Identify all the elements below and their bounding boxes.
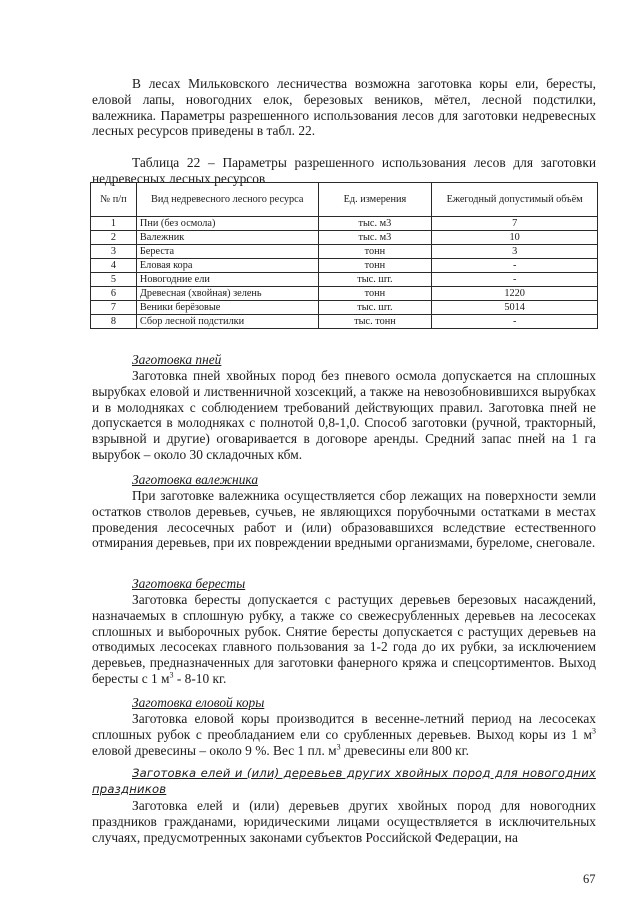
table-row — [91, 231, 598, 245]
page-number: 67 — [583, 872, 596, 886]
table-row — [91, 301, 598, 315]
cell-volume: - — [432, 315, 598, 329]
paragraph-sprucebark — [92, 711, 596, 758]
cell-volume: - — [432, 259, 598, 273]
birchbark-text: Заготовка бересты допускается с растущих деревьев березовых насаждений, назначаемых в сплошную рубку, а также со свежесрубленных деревьев на лесосеках сплошных и выборочных рубок. Снятие бересты допускается с растущих деревьев на отводимых лесосеках главного пользования за 1-2 года до их рубки, за исключением деревьев, предназначенных для заготовки фанерного кряжа и спецсортиментов. Выход бересты с 1 м — [92, 592, 596, 686]
cell-num: 8 — [91, 315, 137, 329]
cell-unit: тыс. тонн — [318, 315, 432, 329]
cell-unit: тыс. м3 — [318, 217, 432, 231]
paragraph-stumps: Заготовка пней хвойных пород без пневого осмола допускается на сплошных вырубках еловой и лиственничной хозсекций, а также на невозобновившихся вырубках и в молодняках с соблюдением требований действующих правил. Заготовка пней не допускается в молодняках с полнотой 0,8-1,0. Способ заготовки (ручной, тракторный, взрывной и другие) оговаривается в договоре аренды. Средний запас пней на 1 га вырубок – около 30 складочных кбм. — [92, 368, 596, 462]
table-header-row — [91, 183, 598, 217]
table-row — [91, 315, 598, 329]
heading-stumps: Заготовка пней — [132, 352, 222, 367]
intro-paragraph: В лесах Мильковского лесничества возможна заготовка коры ели, бересты, еловой лапы, новогодних елок, березовых веников, мётел, лесной подстилки, валежника. Параметры разрешенного использования лесов для заготовки недревесных лесных ресурсов приведены в табл. 22. — [92, 76, 596, 139]
sprucebark-sup-b: 3 — [336, 742, 341, 752]
cell-unit: тыс. м3 — [318, 231, 432, 245]
cell-num: 1 — [91, 217, 137, 231]
cell-num: 4 — [91, 259, 137, 273]
cell-unit: тыс. шт. — [318, 301, 432, 315]
sprucebark-text-a: Заготовка еловой коры производится в весенне-летний период на лесосеках сплошных рубок с преобладанием ели со срубленных деревьев. Выход коры из 1 м — [92, 711, 596, 742]
cell-unit: тонн — [318, 245, 432, 259]
cell-volume: 10 — [432, 231, 598, 245]
cell-num: 2 — [91, 231, 137, 245]
header-unit: Ед. измерения — [318, 183, 432, 217]
cell-resource: Пни (без осмола) — [136, 217, 318, 231]
cell-resource: Валежник — [136, 231, 318, 245]
table-row — [91, 259, 598, 273]
cell-num: 5 — [91, 273, 137, 287]
cell-volume: 5014 — [432, 301, 598, 315]
table-row — [91, 273, 598, 287]
heading-sprucebark: Заготовка еловой коры — [132, 695, 265, 710]
cell-unit: тонн — [318, 259, 432, 273]
cell-resource: Береста — [136, 245, 318, 259]
paragraph-newyear: Заготовка елей и (или) деревьев других хвойных пород для новогодних праздников гражданами, юридическими лицами осуществляется в исключительных случаях, предусмотренных законами субъектов Российской Федерации, на — [92, 798, 596, 845]
cell-unit: тонн — [318, 287, 432, 301]
cell-volume: - — [432, 273, 598, 287]
table-row — [91, 217, 598, 231]
heading-newyear: Заготовка елей и (или) деревьев других хвойных пород для новогодних праздников — [92, 766, 596, 796]
resources-table — [90, 182, 598, 329]
sprucebark-text-c: древесины ели 800 кг. — [340, 742, 469, 758]
table-row — [91, 245, 598, 259]
table-row — [91, 287, 598, 301]
birchbark-text-end: - 8-10 кг. — [173, 670, 227, 686]
cell-volume: 7 — [432, 217, 598, 231]
birchbark-sup: 3 — [169, 670, 174, 680]
cell-unit: тыс. шт. — [318, 273, 432, 287]
cell-num: 3 — [91, 245, 137, 259]
sprucebark-sup-a: 3 — [592, 726, 596, 736]
header-resource: Вид недревесного лесного ресурса — [136, 183, 318, 217]
cell-num: 6 — [91, 287, 137, 301]
cell-num: 7 — [91, 301, 137, 315]
cell-volume: 3 — [432, 245, 598, 259]
cell-resource: Новогодние ели — [136, 273, 318, 287]
header-volume: Ежегодный допустимый объём — [432, 183, 598, 217]
heading-deadwood: Заготовка валежника — [132, 472, 259, 487]
cell-resource: Древесная (хвойная) зелень — [136, 287, 318, 301]
header-num: № п/п — [91, 183, 137, 217]
cell-resource: Еловая кора — [136, 259, 318, 273]
sprucebark-text-b: еловой древесины – около 9 %. Вес 1 пл. м — [92, 742, 337, 758]
heading-birchbark: Заготовка бересты — [132, 576, 246, 591]
paragraph-deadwood: При заготовке валежника осуществляется сбор лежащих на поверхности земли остатков стволов деревьев, сучьев, не являющихся порубочными остатками в местах проведения лесосечных работ и (или) образовавшихся вследствие естественного отмирания деревьев, при их повреждении вредными организмами, буреломе, снеговале. — [92, 488, 596, 551]
cell-volume: 1220 — [432, 287, 598, 301]
cell-resource: Веники берёзовые — [136, 301, 318, 315]
cell-resource: Сбор лесной подстилки — [136, 315, 318, 329]
paragraph-birchbark — [92, 592, 596, 687]
table-caption: Таблица 22 – Параметры разрешенного использования лесов для заготовки недревесных лесных ресурсов — [92, 155, 596, 186]
